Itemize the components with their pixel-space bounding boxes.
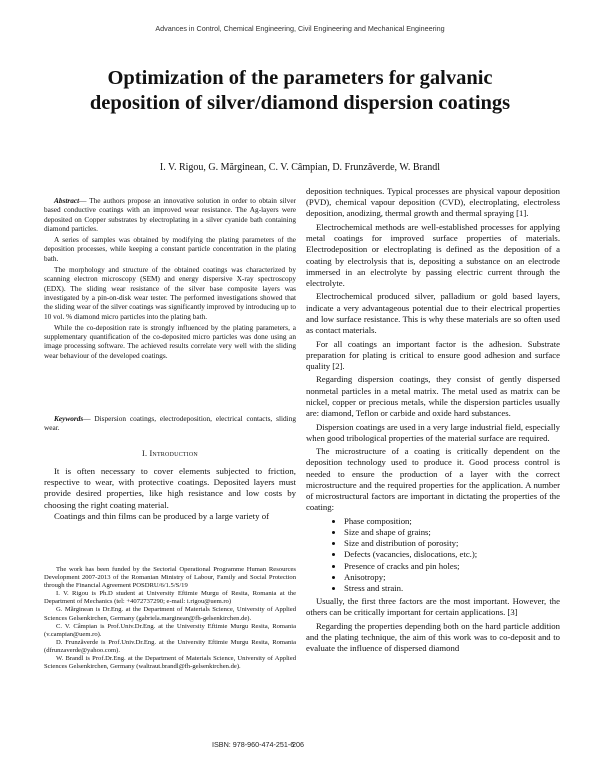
right-column [306,186,560,657]
keywords-text: — Dispersion coatings, electrodeposition, electrical contacts, sliding wear. [44,414,296,433]
keywords [44,414,296,433]
footnotes [44,566,296,671]
paragraph: The microstructure of a coating is critically dependent on the deposition technology used to produce it. Good process control is needed to ensure the production of a layer with the correct microstructure and the required properties for the application. A number of microstructural factors are important in dictating the properties of the coating: [306,446,560,513]
keywords-label: Keywords [54,414,84,424]
list-item: • Size and distribution of porosity; [344,538,560,549]
paragraph: Dispersion coatings are used in a very large industrial field, especially when good tribological properties of the material surface are required. [306,421,560,443]
abstract [44,196,296,360]
author-list: I. V. Rigou, G. Mărginean, C. V. Câmpian, D. Frunzăverde, W. Brandl [159,162,441,173]
list-item: • Defects (vacancies, dislocations, etc.); [344,549,560,560]
footnote: W. Brandl is Prof.Dr.Eng. at the Department of Materials Science, University of Applied Sciences Gelsenkirchen, Germany (waltraut.brandl@fh-gelsenkirchen.de). [44,654,296,671]
left-column [44,196,296,671]
abstract-paragraph: While the co-deposition rate is strongly influenced by the plating parameters, a supplementary quantification of the co-deposited micro particles was done using an image processing software. The achieved results correlate very well with the sliding wear behaviour of the developed coatings. [44,322,296,360]
paragraph: It is often necessary to cover elements subjected to friction, respective to wear, with protective coatings. Deposited layers must provide desired properties, like high resistance and low costs by choosing the right coating material. [44,465,296,510]
abstract-paragraph: The morphology and structure of the obtained coatings was characterized by scanning electron microscopy (SEM) and energy dispersive X-ray spectroscopy (EDX). The sliding wear resistance of the silver base composite layers was investigated by a pin-on-disk wear tester. The performed investigations showed that the sliding wear of the silver coatings was significantly improved by introducing up to 10 vol. % diamond micro particles into the plating bath. [44,265,296,321]
paragraph: For all coatings an important factor is the adhesion. Substrate preparation for plating is critical to ensure good adhesion and surface quality [2]. [306,338,560,371]
footnote: The work has been funded by the Sectorial Operational Programme Human Resources Development 2007-2013 of the Romanian Ministry of Labour, Family and Social Protection through the Financial Agreement POSDRU/6/1.5/S/19 [44,565,296,590]
section-number: I. [142,448,148,458]
paragraph: deposition techniques. Typical processes are physical vapour deposition (PVD), chemical vapour deposition (CVD), electroplating, electroless deposition, anodizing, thermal growth and thermal spraying [1]. [306,186,560,219]
list-item: • Stress and strain. [344,583,560,594]
list-item: • Presence of cracks and pin holes; [344,561,560,572]
section-heading [44,449,296,458]
paragraph: Regarding dispersion coatings, they consist of gently dispersed nonmetal particles in a metal matrix. The metal used as matrix can be nickel, copper or precious metals, while the dispersion particles usually are: diamond, Teflon or carbide and oxide hard substances. [306,374,560,419]
abstract-label: Abstract [54,196,80,205]
list-item: • Anisotropy; [344,572,560,583]
footnote: C. V. Câmpian is Prof.Univ.Dr.Eng. at the University Eftimie Murgu Resita, Romania (v.campian@uem.ro). [44,622,296,638]
paragraph: Coatings and thin films can be produced by a large variety of [54,510,270,521]
paper-title: Optimization of the parameters for galvanic deposition of silver/diamond dispersion coatings [89,67,511,114]
paragraph: Usually, the first three factors are the most important. However, the others can be critically important for certain applications. [3] [306,596,560,618]
page-number: 206 [292,740,304,749]
running-head: Advances in Control, Chemical Engineering, Civil Engineering and Mechanical Engineering [155,24,445,33]
paragraph: Regarding the properties depending both on the hard particle addition and the plating technique, the aim of this work was to co-deposit and to evaluate the influence of dispersed diamond [306,620,560,654]
bullet-list [306,516,560,594]
list-item: • Size and shape of grains; [344,527,560,538]
footnote: D. Frunzăverde is Prof.Univ.Dr.Eng. at the University Eftimie Murgu Resita, Romania (dfrunzaverde@yahoo.com). [44,638,296,654]
list-item: • Phase composition; [344,516,560,527]
paragraph: Electrochemical produced silver, palladium or gold based layers, indicate a very advantageous potential due to their electrical properties and low surface resistance. This is why these materials are so often used as contact materials. [306,291,560,336]
section-title: Introduction [149,448,198,458]
abstract-text: — The authors propose an innovative solution in order to obtain silver based conductive coatings with an improved wear resistance. The Ag-layers were deposited on Copper substrates by electroplating in a silver cyanide bath containing diamond particles. [44,196,296,233]
isbn: ISBN: 978-960-474-251-6 [212,740,295,749]
footnote: I. V. Rigou is Ph.D student at University Eftimie Murgu of Resita, Romania at the Department of Mechanics (tel: +4072737290; e-mail: i.rigou@uem.ro) [44,590,296,606]
abstract-paragraph [44,196,296,233]
paragraph: Electrochemical methods are well-established processes for applying metal coatings for improved surface properties of materials. Electrodeposition or electroplating is defined as the deposition of a coating by electrolysis that is, depositing a substance on an electrode immersed in an electrolyte by passing electric current through the electrolyte. [306,221,560,288]
abstract-paragraph: A series of samples was obtained by modifying the plating parameters of the deposition processes, while keeping a constant particle concentration in the plating bath. [44,235,296,263]
intro-left [44,466,296,522]
footnote: G. Mărginean is Dr.Eng. at the Department of Materials Science, University of Applied Sciences Gelsenkirchen, Germany (gabriela.marginean@fh-gelsenkirchen.de). [44,606,296,622]
